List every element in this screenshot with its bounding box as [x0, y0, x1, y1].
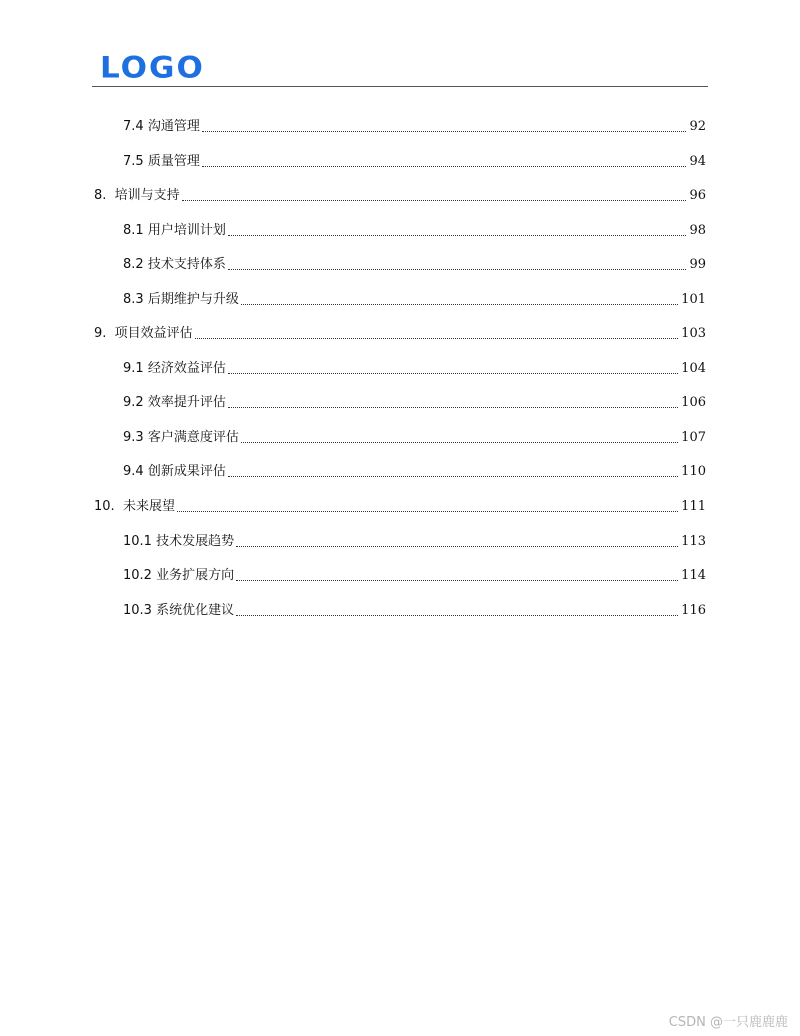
- toc-leader: [228, 373, 678, 374]
- toc-leader: [182, 200, 687, 201]
- toc-leader: [228, 235, 687, 236]
- toc-leader: [236, 546, 678, 547]
- toc-entry[interactable]: [123, 291, 706, 309]
- toc-entry-number: 10.1: [123, 534, 152, 549]
- toc-leader: [195, 338, 678, 339]
- toc-entry[interactable]: [94, 187, 706, 205]
- toc-entry-number: 8.: [94, 188, 107, 203]
- toc-entry-number: 7.5: [123, 154, 144, 169]
- toc-entry-page: 116: [681, 603, 706, 618]
- toc-entry-page: 101: [681, 292, 706, 307]
- toc-entry[interactable]: [123, 602, 706, 620]
- toc-entry-title: 客户满意度评估: [147, 430, 239, 445]
- toc-entry-title: 用户培训计划: [147, 223, 226, 238]
- toc-entry[interactable]: [123, 567, 706, 585]
- toc-entry-page: 106: [681, 395, 706, 410]
- toc-entry[interactable]: [123, 429, 706, 447]
- toc-entry-title: 培训与支持: [114, 188, 180, 203]
- toc-entry-title: 业务扩展方向: [156, 568, 235, 583]
- toc-entry-number: 8.1: [123, 223, 144, 238]
- toc-entry-title: 技术发展趋势: [156, 534, 235, 549]
- toc-entry[interactable]: [123, 360, 706, 378]
- toc-entry[interactable]: [123, 394, 706, 412]
- toc-entry-page: 110: [681, 464, 706, 479]
- toc-entry-page: 111: [681, 499, 706, 514]
- toc-entry-page: 113: [681, 534, 706, 549]
- toc-entry[interactable]: [123, 256, 706, 274]
- toc-entry-number: 9.: [94, 326, 107, 341]
- toc-leader: [228, 269, 687, 270]
- toc-entry-page: 104: [681, 361, 706, 376]
- toc-entry[interactable]: [123, 463, 706, 481]
- toc-leader: [236, 580, 678, 581]
- toc-entry-title: 质量管理: [147, 154, 200, 169]
- toc-entry[interactable]: [123, 222, 706, 240]
- toc-entry-number: 8.3: [123, 292, 144, 307]
- toc-entry-title: 创新成果评估: [147, 464, 226, 479]
- toc-entry-page: 96: [689, 188, 706, 203]
- toc-leader: [228, 407, 678, 408]
- toc-entry[interactable]: [123, 153, 706, 171]
- toc-entry-page: 92: [689, 119, 706, 134]
- toc-entry-page: 99: [689, 257, 706, 272]
- toc-entry-page: 103: [681, 326, 706, 341]
- toc-entry-page: 114: [681, 568, 706, 583]
- toc-entry-number: 10.3: [123, 603, 152, 618]
- toc-entry-number: 8.2: [123, 257, 144, 272]
- toc-entry-page: 107: [681, 430, 706, 445]
- toc-entry-title: 系统优化建议: [156, 603, 235, 618]
- toc-leader: [228, 476, 678, 477]
- toc-leader: [241, 442, 678, 443]
- watermark: CSDN @一只鹿鹿鹿: [668, 1015, 788, 1030]
- toc-entry-title: 沟通管理: [147, 119, 200, 134]
- toc-leader: [241, 304, 678, 305]
- toc-entry-number: 10.2: [123, 568, 152, 583]
- toc-leader: [177, 511, 678, 512]
- toc-entry[interactable]: [94, 325, 706, 343]
- toc-leader: [202, 166, 687, 167]
- toc-entry-title: 技术支持体系: [147, 257, 226, 272]
- toc-entry-title: 效率提升评估: [147, 395, 226, 410]
- toc-entry-number: 9.3: [123, 430, 144, 445]
- header-divider: [92, 86, 708, 87]
- toc-entry-title: 经济效益评估: [147, 361, 226, 376]
- toc-entry-number: 10.: [94, 499, 115, 514]
- toc-entry-title: 项目效益评估: [114, 326, 193, 341]
- toc-entry-number: 9.1: [123, 361, 144, 376]
- logo: LOGO: [100, 50, 205, 86]
- toc-leader: [202, 131, 687, 132]
- toc-entry[interactable]: [123, 118, 706, 136]
- toc-leader: [236, 615, 678, 616]
- toc-entry[interactable]: [123, 533, 706, 551]
- toc-entry-number: 9.2: [123, 395, 144, 410]
- toc-entry-title: 后期维护与升级: [147, 292, 239, 307]
- toc-entry-page: 98: [689, 223, 706, 238]
- toc-entry[interactable]: [94, 498, 706, 516]
- toc-entry-page: 94: [689, 154, 706, 169]
- toc-entry-number: 7.4: [123, 119, 144, 134]
- toc-entry-number: 9.4: [123, 464, 144, 479]
- toc-entry-title: 未来展望: [122, 499, 175, 514]
